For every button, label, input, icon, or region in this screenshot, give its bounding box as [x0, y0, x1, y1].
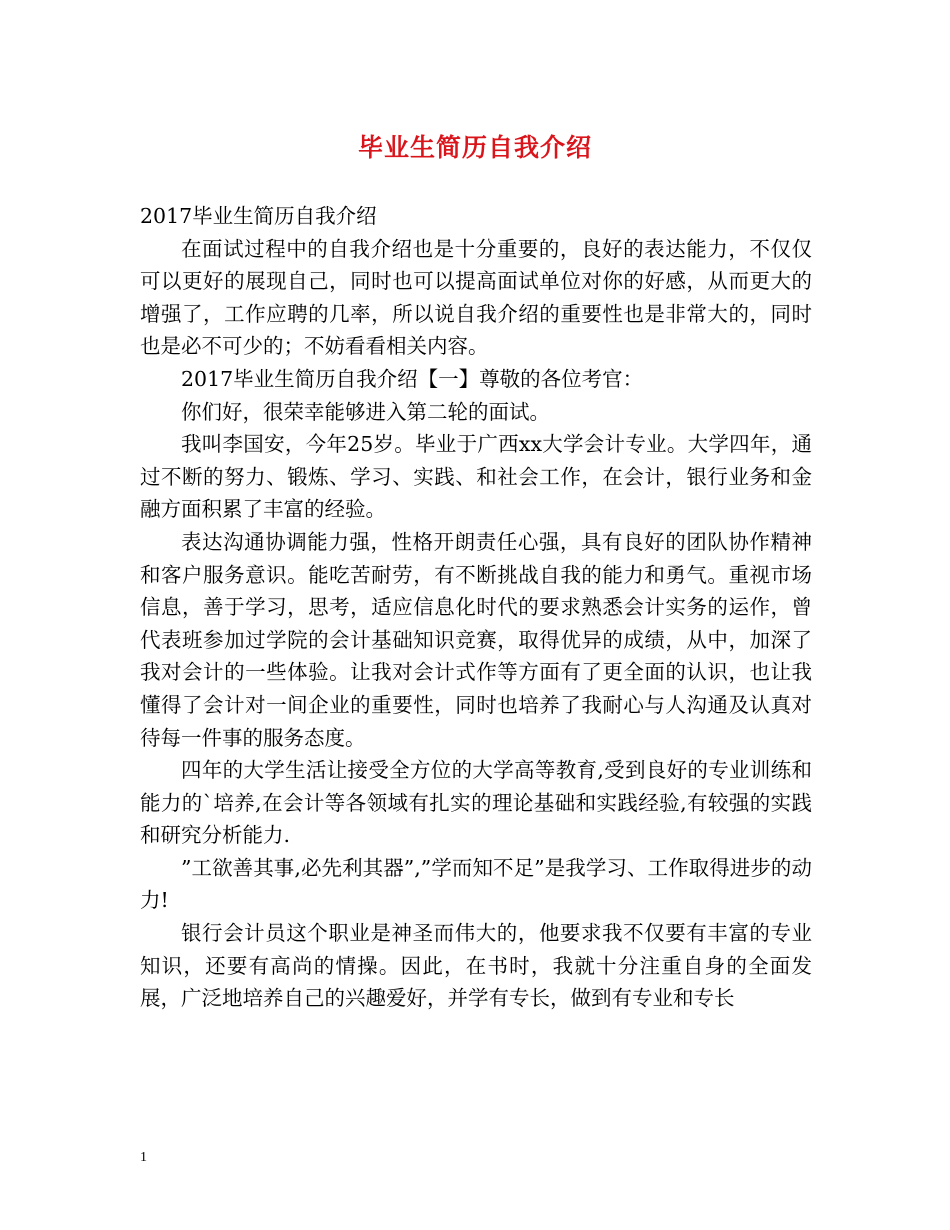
paragraph-background: 我叫李国安，今年25岁。毕业于广西xx大学会计专业。大学四年，通过不断的努力、锻炼、学习、实践、和社会工作，在会计，银行业务和金融方面积累了丰富的经验。: [140, 432, 812, 522]
paragraph-career: 银行会计员这个职业是神圣而伟大的，他要求我不仅要有丰富的专业知识，还要有高尚的情操。因此，在书时，我就十分注重自身的全面发展，广泛地培养自己的兴趣爱好，并学有专长，做到有专业和专长: [140, 921, 812, 1011]
paragraph-greeting: 你们好，很荣幸能够进入第二轮的面试。: [181, 399, 550, 424]
paragraph-education: 四年的大学生活让接受全方位的大学高等教育,受到良好的专业训练和能力的`培养,在会计等各领域有扎实的理论基础和实践经验,有较强的实践和研究分析能力.: [140, 758, 812, 848]
paragraph-skills: 表达沟通协调能力强，性格开朗责任心强，具有良好的团队协作精神和客户服务意识。能吃苦耐劳，有不断挑战自我的能力和勇气。重视市场信息，善于学习，思考，适应信息化时代的要求熟悉会计实务的运作，曾代表班参加过学院的会计基础知识竞赛，取得优异的成绩，从中，加深了我对会计的一些体验。让我对会计式作等方面有了更全面的认识，也让我懂得了会计对一间企业的重要性，同时也培养了我耐心与人沟通及认真对待每一件事的服务态度。: [140, 529, 812, 750]
paragraph-motto: ”工欲善其事,必先利其器”,”学而知不足”是我学习、工作取得进步的动力!: [140, 855, 812, 913]
document-title: 毕业生简历自我介绍: [357, 133, 592, 162]
paragraph-intro: 在面试过程中的自我介绍也是十分重要的，良好的表达能力，不仅仅可以更好的展现自己，同时也可以提高面试单位对你的好感，从而更大的增强了，工作应聘的几率，所以说自我介绍的重要性也是非常大的，同时也是必不可少的；不妨看看相关内容。: [140, 236, 812, 359]
page-number: 1: [140, 1150, 147, 1165]
paragraph-heading-one: 2017毕业生简历自我介绍【一】尊敬的各位考官：: [181, 366, 644, 391]
subtitle-line: 2017毕业生简历自我介绍: [140, 204, 377, 228]
document-body: [140, 200, 812, 1015]
